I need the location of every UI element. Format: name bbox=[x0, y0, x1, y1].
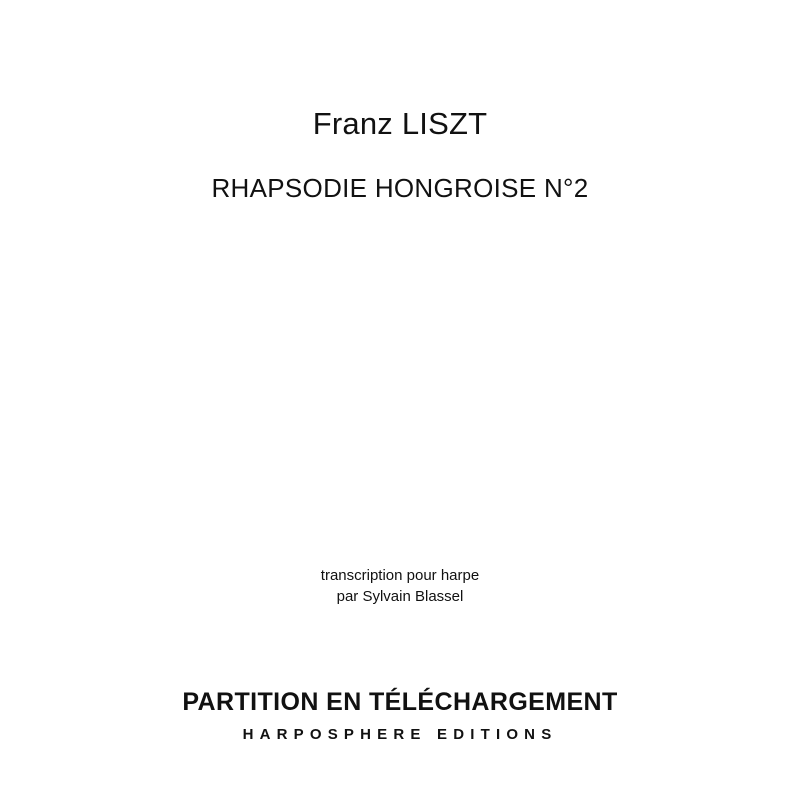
download-notice: PARTITION EN TÉLÉCHARGEMENT bbox=[182, 688, 618, 716]
footer-block bbox=[0, 688, 800, 743]
arranger-line: par Sylvain Blassel bbox=[336, 588, 464, 605]
credits-block bbox=[0, 565, 800, 607]
work-title: RHAPSODIE HONGROISE N°2 bbox=[211, 173, 589, 203]
composer-name: Franz LISZT bbox=[312, 106, 488, 141]
transcription-line: transcription pour harpe bbox=[320, 567, 480, 584]
publisher-name: HARPOSPHERE EDITIONS bbox=[242, 726, 558, 743]
